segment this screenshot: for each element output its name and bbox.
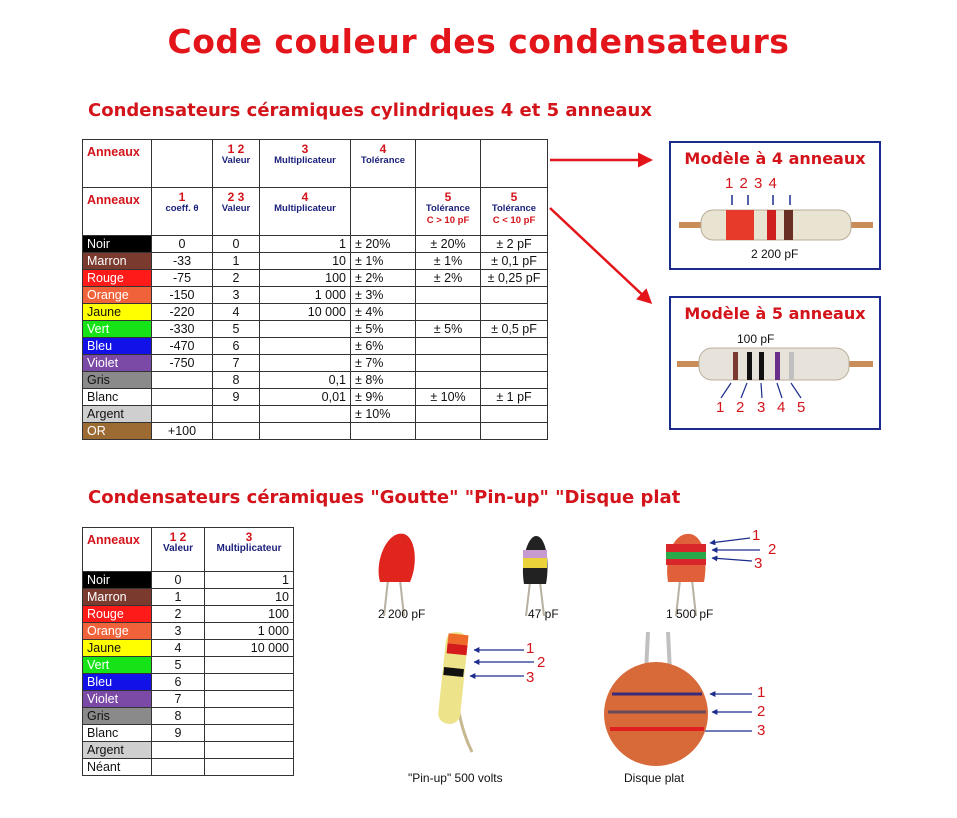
header2-anneaux: Anneaux <box>83 188 152 236</box>
tol4-cell: ± 7% <box>351 355 416 372</box>
coeff-cell: -75 <box>152 270 213 287</box>
value-cell: 4 <box>213 304 260 321</box>
caption-goutte-47: 47 pF <box>528 607 559 621</box>
table-row <box>83 423 548 440</box>
caption-goutte-1500: 1 500 pF <box>666 607 714 621</box>
tol5a-cell <box>416 338 481 355</box>
caption-pinup: "Pin-up" 500 volts <box>408 771 503 785</box>
tol5b-cell: ± 2 pF <box>481 236 548 253</box>
t2-col-value-num: 1 2 <box>169 530 187 544</box>
goutte3-band-number-2: 2 <box>768 541 777 558</box>
color-name: Violet <box>83 355 152 372</box>
t2-col-mult-num: 3 <box>245 530 253 544</box>
tol4-cell: ± 2% <box>351 270 416 287</box>
tol5b-cell: ± 1 pF <box>481 389 548 406</box>
tol5a-cell <box>416 287 481 304</box>
value-cell: 8 <box>213 372 260 389</box>
model-5-ring-number-2: 2 <box>736 399 745 416</box>
value-cell: 5 <box>152 657 205 674</box>
table-row <box>83 389 548 406</box>
table-row <box>83 304 548 321</box>
value-cell: 9 <box>213 389 260 406</box>
model-4-rings-numbers: 1 2 3 4 <box>725 175 778 192</box>
mult-cell: 0,01 <box>260 389 351 406</box>
mult-cell <box>260 321 351 338</box>
color-code-table-goutte <box>82 527 294 776</box>
coeff-cell <box>152 372 213 389</box>
tol4-cell: ± 6% <box>351 338 416 355</box>
mult-cell <box>260 338 351 355</box>
pinup-band-number-1: 1 <box>526 640 535 657</box>
tol5a-cell <box>416 355 481 372</box>
value-cell: 6 <box>213 338 260 355</box>
mult-cell <box>205 708 294 725</box>
value-cell: 2 <box>213 270 260 287</box>
mult-cell: 0,1 <box>260 372 351 389</box>
tol4-cell: ± 4% <box>351 304 416 321</box>
h2-col-tol5b-sub: C < 10 pF <box>492 215 536 226</box>
value-cell: 3 <box>213 287 260 304</box>
h1-col-mult-label: Multiplicateur <box>274 155 336 166</box>
table-row <box>83 572 294 589</box>
tol5b-cell <box>481 406 548 423</box>
tol5a-cell <box>416 423 481 440</box>
coeff-cell: -470 <box>152 338 213 355</box>
tol5a-cell: ± 10% <box>416 389 481 406</box>
caption-goutte-2200: 2 200 pF <box>378 607 426 621</box>
mult-cell: 10 <box>260 253 351 270</box>
tol4-cell: ± 8% <box>351 372 416 389</box>
value-cell: 4 <box>152 640 205 657</box>
model-5-ring-number-5: 5 <box>797 399 806 416</box>
table-row <box>83 640 294 657</box>
model-5-ring-number-4: 4 <box>777 399 786 416</box>
tol5b-cell: ± 0,5 pF <box>481 321 548 338</box>
table-row <box>83 691 294 708</box>
t2-header-anneaux: Anneaux <box>83 528 152 572</box>
header1-anneaux: Anneaux <box>83 140 152 188</box>
value-cell: 5 <box>213 321 260 338</box>
color-name: Argent <box>83 406 152 423</box>
table-row <box>83 321 548 338</box>
pinup-band-number-2: 2 <box>537 654 546 671</box>
h2-col-value-num: 2 3 <box>227 190 245 204</box>
t2-col-mult-label: Multiplicateur <box>216 543 282 554</box>
tol5b-cell <box>481 304 548 321</box>
tol5a-cell <box>416 372 481 389</box>
table-row <box>83 236 548 253</box>
value-cell: 1 <box>213 253 260 270</box>
section1-title: Condensateurs céramiques cylindriques 4 et 5 anneaux <box>88 100 652 121</box>
table-row <box>83 253 548 270</box>
h2-col-tol5a-sub: C > 10 pF <box>426 215 470 226</box>
mult-cell: 1 <box>260 236 351 253</box>
mult-cell: 10 000 <box>205 640 294 657</box>
table-row <box>83 372 548 389</box>
h2-col-tol5b-num: 5 <box>510 190 518 204</box>
color-name: Marron <box>83 253 152 270</box>
coeff-cell: -150 <box>152 287 213 304</box>
coeff-cell: 0 <box>152 236 213 253</box>
t2-col-value-label: Valeur <box>162 543 194 554</box>
value-cell: 0 <box>152 572 205 589</box>
table-row <box>83 270 548 287</box>
value-cell: 8 <box>152 708 205 725</box>
arrow-to-model-5 <box>550 208 650 302</box>
color-name: Blanc <box>83 389 152 406</box>
h2-col-tol5b-label: Tolérance <box>491 203 537 214</box>
value-cell: 1 <box>152 589 205 606</box>
color-name: Marron <box>83 589 152 606</box>
h2-col-mult-label: Multiplicateur <box>274 203 336 214</box>
color-name: Orange <box>83 287 152 304</box>
tol4-cell: ± 1% <box>351 253 416 270</box>
pinup-capacitor-illustration <box>420 628 480 758</box>
table-row <box>83 725 294 742</box>
tol5a-cell: ± 5% <box>416 321 481 338</box>
table-row <box>83 623 294 640</box>
mult-cell <box>205 759 294 776</box>
color-name: Bleu <box>83 674 152 691</box>
table-row <box>83 708 294 725</box>
mult-cell <box>260 355 351 372</box>
goutte3-band-number-1: 1 <box>752 527 761 544</box>
color-name: Gris <box>83 372 152 389</box>
tol5a-cell: ± 1% <box>416 253 481 270</box>
coeff-cell <box>152 389 213 406</box>
color-name: Néant <box>83 759 152 776</box>
tol4-cell: ± 3% <box>351 287 416 304</box>
color-name: Vert <box>83 657 152 674</box>
value-cell: 6 <box>152 674 205 691</box>
coeff-cell: -750 <box>152 355 213 372</box>
color-name: Jaune <box>83 304 152 321</box>
value-cell <box>213 406 260 423</box>
section2-title: Condensateurs céramiques "Goutte" "Pin-up" "Disque plat <box>88 487 681 508</box>
model-5-rings-box <box>669 296 881 430</box>
ceramic-capacitor-5-ring-illustration <box>671 298 879 428</box>
tol5b-cell <box>481 287 548 304</box>
h2-col-coeff-label: coeff. θ <box>165 203 199 214</box>
tol5a-cell <box>416 406 481 423</box>
h2-col-tol5a-label: Tolérance <box>425 203 471 214</box>
table-row <box>83 589 294 606</box>
h2-col-tol5a-num: 5 <box>444 190 452 204</box>
mult-cell <box>205 691 294 708</box>
color-name: Violet <box>83 691 152 708</box>
mult-cell: 100 <box>260 270 351 287</box>
mult-cell <box>260 423 351 440</box>
mult-cell: 1 000 <box>205 623 294 640</box>
mult-cell <box>205 674 294 691</box>
table-row <box>83 759 294 776</box>
tol4-cell: ± 5% <box>351 321 416 338</box>
color-code-table-cylindrical <box>82 139 548 440</box>
table-row <box>83 742 294 759</box>
h1-col-tol-num: 4 <box>379 142 387 156</box>
table-row <box>83 355 548 372</box>
caption-disque: Disque plat <box>624 771 685 785</box>
mult-cell <box>205 742 294 759</box>
value-cell: 7 <box>152 691 205 708</box>
h2-col-value-label: Valeur <box>221 203 251 214</box>
h1-col-value-label: Valeur <box>221 155 251 166</box>
table-row <box>83 338 548 355</box>
color-name: Rouge <box>83 606 152 623</box>
tol4-cell: ± 10% <box>351 406 416 423</box>
mult-cell: 1 000 <box>260 287 351 304</box>
coeff-cell: -330 <box>152 321 213 338</box>
model-4-rings-box <box>669 141 881 270</box>
color-name: Noir <box>83 236 152 253</box>
color-name: Gris <box>83 708 152 725</box>
color-name: Bleu <box>83 338 152 355</box>
tol5b-cell: ± 0,25 pF <box>481 270 548 287</box>
value-cell <box>152 759 205 776</box>
color-name: Blanc <box>83 725 152 742</box>
model-4-rings-value: 2 200 pF <box>751 247 799 261</box>
tol5b-cell: ± 0,1 pF <box>481 253 548 270</box>
mult-cell <box>205 725 294 742</box>
tol4-cell: ± 20% <box>351 236 416 253</box>
value-cell <box>152 742 205 759</box>
mult-cell <box>205 657 294 674</box>
coeff-cell: +100 <box>152 423 213 440</box>
model-5-ring-number-3: 3 <box>757 399 766 416</box>
coeff-cell <box>152 406 213 423</box>
tol5a-cell <box>416 304 481 321</box>
value-cell: 9 <box>152 725 205 742</box>
mult-cell: 10 <box>205 589 294 606</box>
page-title: Code couleur des condensateurs <box>167 22 790 61</box>
value-cell <box>213 423 260 440</box>
disc-band-number-3: 3 <box>757 722 766 739</box>
h1-col-value-num: 1 2 <box>227 142 245 156</box>
table-row <box>83 606 294 623</box>
table-row <box>83 657 294 674</box>
tol4-cell: ± 9% <box>351 389 416 406</box>
disc-band-number-2: 2 <box>757 703 766 720</box>
value-cell: 3 <box>152 623 205 640</box>
coeff-cell: -33 <box>152 253 213 270</box>
tol4-cell <box>351 423 416 440</box>
table-row <box>83 406 548 423</box>
tol5b-cell <box>481 355 548 372</box>
h1-col-mult-num: 3 <box>301 142 309 156</box>
value-cell: 0 <box>213 236 260 253</box>
table-row <box>83 287 548 304</box>
value-cell: 7 <box>213 355 260 372</box>
color-name: Vert <box>83 321 152 338</box>
h2-col-mult-num: 4 <box>301 190 309 204</box>
disc-capacitor-illustration <box>596 632 716 768</box>
disc-band-number-1: 1 <box>757 684 766 701</box>
coeff-cell: -220 <box>152 304 213 321</box>
tol5a-cell: ± 20% <box>416 236 481 253</box>
color-name: Jaune <box>83 640 152 657</box>
mult-cell <box>260 406 351 423</box>
color-name: Noir <box>83 572 152 589</box>
h2-col-coeff-num: 1 <box>178 190 186 204</box>
model-4-rings-title: Modèle à 4 anneaux <box>684 149 866 168</box>
model-5-ring-number-1: 1 <box>716 399 725 416</box>
tol5b-cell <box>481 423 548 440</box>
goutte3-band-number-3: 3 <box>754 555 763 572</box>
value-cell: 2 <box>152 606 205 623</box>
model-5-rings-title: Modèle à 5 anneaux <box>684 304 866 323</box>
mult-cell: 100 <box>205 606 294 623</box>
tol5b-cell <box>481 338 548 355</box>
h1-col-tol-label: Tolérance <box>360 155 406 166</box>
tol5a-cell: ± 2% <box>416 270 481 287</box>
mult-cell: 10 000 <box>260 304 351 321</box>
table-row <box>83 674 294 691</box>
color-name: Argent <box>83 742 152 759</box>
mult-cell: 1 <box>205 572 294 589</box>
model-5-rings-value: 100 pF <box>737 332 775 346</box>
pinup-band-number-3: 3 <box>526 669 535 686</box>
tol5b-cell <box>481 372 548 389</box>
color-name: Orange <box>83 623 152 640</box>
color-name: Rouge <box>83 270 152 287</box>
color-name: OR <box>83 423 152 440</box>
